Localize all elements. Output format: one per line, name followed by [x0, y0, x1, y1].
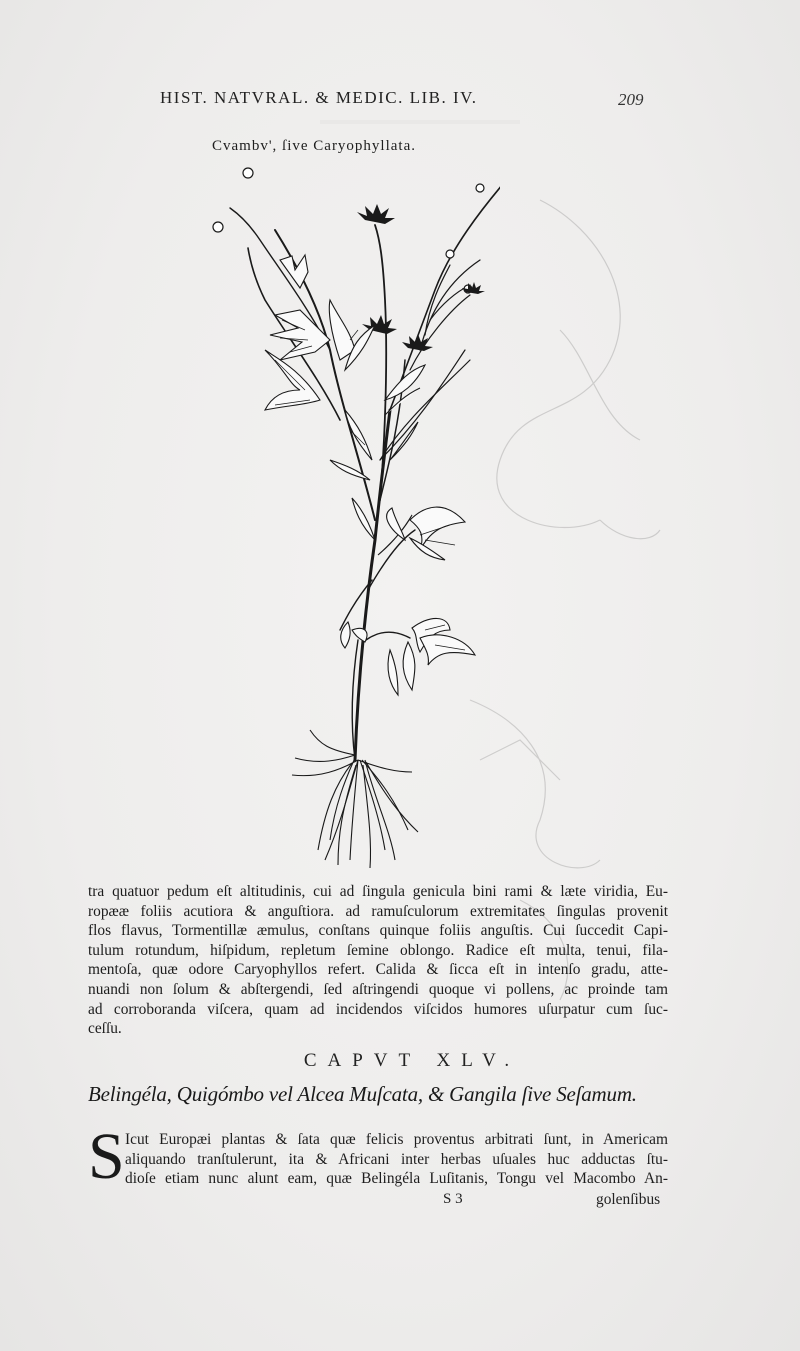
text-line: aliquando tranſtulerunt, ita & Africani inter herbas uſuales huc adductas ſtu-	[125, 1150, 668, 1168]
caryophyllata-woodcut-illustration	[180, 160, 500, 870]
text-line: mentoſa, quæ odore Caryophyllos refert. Calida & ſicca eſt in intenſo gradu, atte-	[88, 961, 668, 979]
text-line: nuandi non ſolum & abſtergendi, ſed aſtringendi quoque vi pollens, ac proinde tam	[88, 980, 668, 998]
text-line: tulum rotundum, hiſpidum, repletum ſemine oblongo. Radice eſt multa, tenui, fila-	[88, 941, 668, 959]
text-line: Icut Europæi plantas & ſata quæ felicis proventus arbitrati ſunt, in Americam	[125, 1131, 668, 1148]
plate-title: Cvambv', ſive Caryophyllata.	[212, 138, 417, 154]
text-line: ad corroboranda viſcera, quam ad incidendos viſcidos humores uſurpatur cum ſuc-	[88, 1000, 668, 1018]
text-line: flos flavus, Tormentillæ æmulus, conſtans quinque foliis anguſtis. Cui ſuccedit Capi-	[88, 922, 668, 940]
text-line: ceſſu.	[88, 1020, 122, 1038]
section-title: Belingéla, Quigómbo vel Alcea Muſcata, & Gangila ſive Seſamum.	[88, 1082, 637, 1106]
signature-mark: S 3	[443, 1191, 463, 1207]
catchword: golenſibus	[596, 1191, 661, 1208]
running-head: HIST. NATVRAL. & MEDIC. LIB. IV.	[160, 88, 478, 107]
page-number: 209	[618, 90, 644, 109]
text-line: tra quatuor pedum eſt altitudinis, cui ad ſingula genicula bini rami & læte viridia, Eu-	[88, 883, 668, 900]
text-line: dioſe etiam nunc alunt eam, quæ Belingéla Luſitanis, Tongu vel Macombo An-	[125, 1170, 668, 1188]
drop-cap: S	[88, 1120, 125, 1193]
chapter-heading: CAPVT XLV.	[303, 1050, 521, 1071]
description-paragraph	[88, 882, 668, 1039]
chapter-paragraph	[125, 1130, 668, 1189]
text-line: ropææ foliis acutiora & anguſtiora. ad ramuſculorum extremitates ſingulas provenit	[88, 902, 668, 920]
